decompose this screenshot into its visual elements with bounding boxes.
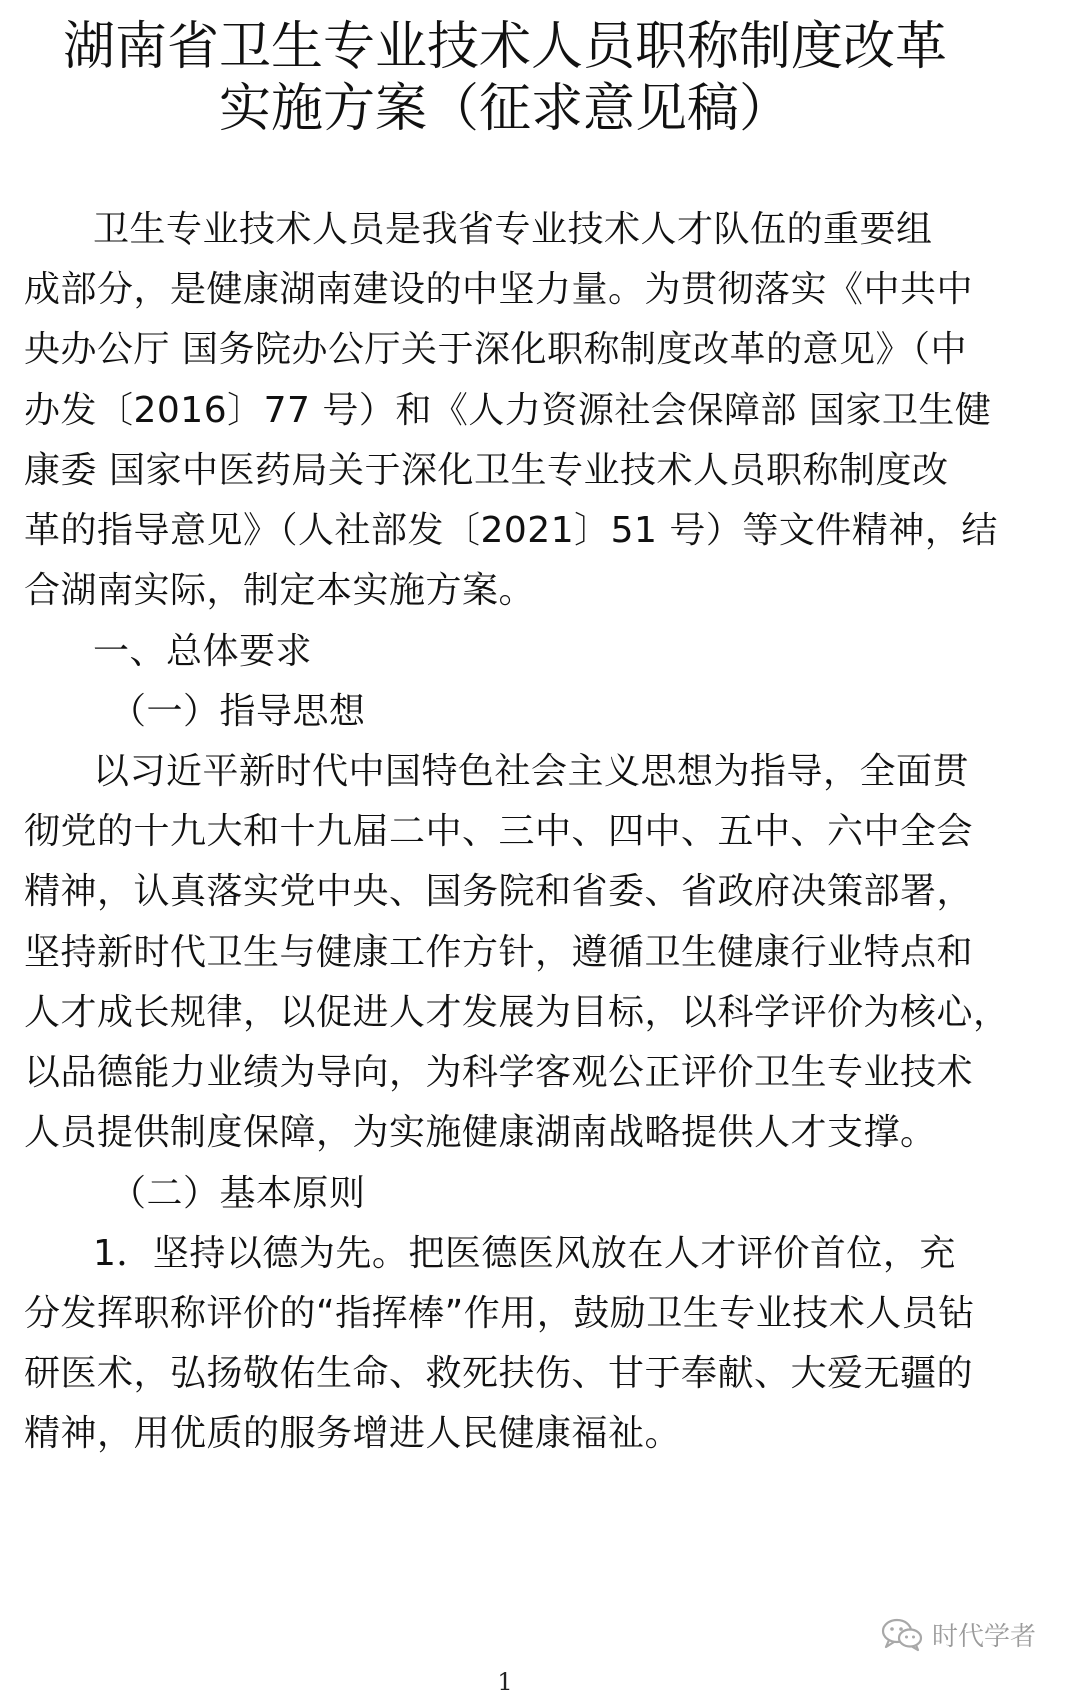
principle-line: 1．坚持以德为先。把医德医风放在人才评价首位，充 xyxy=(93,1233,956,1274)
document-title-line-2: 实施方案（征求意见稿） xyxy=(218,79,791,139)
guiding-line: 坚持新时代卫生与健康工作方针，遵循卫生健康行业特点和 xyxy=(24,932,974,973)
principle-line: 分发挥职称评价的“指挥棒”作用，鼓励卫生专业技术人员钻 xyxy=(24,1293,975,1334)
guiding-line: 人员提供制度保障，为实施健康湖南战略提供人才支撑。 xyxy=(24,1112,937,1153)
intro-line: 办发〔2016〕77 号）和《人力资源社会保障部 国家卫生健 xyxy=(24,390,992,431)
watermark-text: 时代学者 xyxy=(932,1621,1037,1652)
intro-line: 卫生专业技术人员是我省专业技术人才队伍的重要组 xyxy=(93,209,933,250)
section-heading: 一、总体要求 xyxy=(93,631,313,672)
wechat-icon xyxy=(880,1616,924,1652)
subsection-heading: （一）指导思想 xyxy=(110,691,366,732)
principle-line: 精神，用优质的服务增进人民健康福祉。 xyxy=(24,1413,682,1454)
document-title-line-1: 湖南省卫生专业技术人员职称制度改革 xyxy=(62,17,947,77)
guiding-line: 以习近平新时代中国特色社会主义思想为指导，全面贯 xyxy=(93,751,970,792)
intro-line: 康委 国家中医药局关于深化卫生专业技术人员职称制度改 xyxy=(24,450,949,491)
guiding-line: 以品德能力业绩为导向，为科学客观公正评价卫生专业技术 xyxy=(24,1052,974,1093)
principle-line: 研医术，弘扬敬佑生命、救死扶伤、甘于奉献、大爱无疆的 xyxy=(24,1353,974,1394)
intro-line: 合湖南实际，制定本实施方案。 xyxy=(24,570,536,611)
page-number: 1 xyxy=(497,1668,513,1696)
guiding-line: 精神，认真落实党中央、国务院和省委、省政府决策部署， xyxy=(24,871,974,912)
intro-line: 成部分，是健康湖南建设的中坚力量。为贯彻落实《中共中 xyxy=(24,269,974,310)
intro-line: 央办公厅 国务院办公厅关于深化职称制度改革的意见》（中 xyxy=(24,329,967,370)
guiding-line: 人才成长规律，以促进人才发展为目标，以科学评价为核心， xyxy=(24,992,1010,1033)
wechat-watermark xyxy=(880,1614,1036,1654)
guiding-line: 彻党的十九大和十九届二中、三中、四中、五中、六中全会 xyxy=(24,811,974,852)
intro-line: 革的指导意见》（人社部发〔2021〕51 号）等文件精神，结 xyxy=(24,510,998,551)
subsection-heading: （二）基本原则 xyxy=(110,1173,366,1214)
